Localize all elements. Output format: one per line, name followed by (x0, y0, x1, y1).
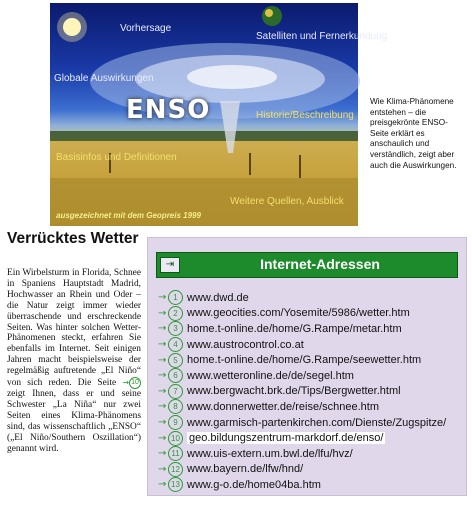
arrow-icon: → (158, 463, 167, 475)
link-url[interactable]: www.g-o.de/home04ba.htm (187, 478, 321, 491)
arrow-icon: → (158, 479, 167, 491)
link-url[interactable]: www.bergwacht.brk.de/Tips/Bergwetter.html (187, 385, 401, 398)
internet-addresses-header (156, 252, 458, 278)
link-url[interactable]: www.donnerwetter.de/reise/schnee.htm (187, 400, 379, 413)
link-url[interactable]: www.geocities.com/Yosemite/5986/wetter.htm (187, 307, 410, 320)
arrow-icon: → (158, 401, 167, 413)
link-number: 11 (168, 446, 183, 461)
internet-addresses-box (147, 237, 467, 496)
link-item-1[interactable] (158, 290, 464, 306)
arrow-icon: → (158, 292, 167, 304)
picture-caption: Wie Klima-Phänomene entstehen – die preisgekrönte ENSO-Seite erklärt es anschaulich und verständlich, zeigt aber auch die Auswirkungen. (370, 97, 457, 170)
link-number: 13 (168, 477, 183, 492)
label-weitere: Weitere Quellen, Ausblick (230, 196, 344, 207)
link-item-6[interactable] (158, 368, 464, 384)
link-url[interactable]: www.garmisch-partenkirchen.com/Dienste/Zugspitze/ (187, 416, 447, 429)
arrow-icon: → (158, 448, 167, 460)
arrow-icon: → (158, 432, 167, 444)
enso-website-image (50, 3, 388, 226)
link-item-4[interactable] (158, 337, 464, 353)
link-number: 1 (168, 290, 183, 305)
award-text: ausgezeichnet mit dem Geopreis 1999 (56, 211, 201, 220)
arrow-icon: → (158, 323, 167, 335)
expand-arrow-icon[interactable]: ⇥ (160, 257, 180, 273)
label-basisinfos: Basisinfos und Definitionen (56, 152, 177, 163)
link-url[interactable]: home.t-online.de/home/G.Rampe/seewetter.htm (187, 354, 422, 367)
reference-arrow-icon: → (122, 378, 130, 388)
link-item-3[interactable] (158, 321, 464, 337)
link-item-5[interactable] (158, 352, 464, 368)
link-list (158, 290, 464, 493)
link-url[interactable]: home.t-online.de/home/G.Rampe/metar.htm (187, 322, 402, 335)
reference-number-badge: 10 (129, 377, 141, 389)
link-item-9[interactable] (158, 415, 464, 431)
link-url[interactable]: geo.bildungszentrum-markdorf.de/enso/ (189, 432, 384, 445)
link-url[interactable]: www.dwd.de (187, 291, 249, 304)
label-global: Globale Auswirkungen (54, 73, 154, 84)
label-vorhersage: Vorhersage (120, 23, 172, 34)
enso-logo: ENSO (126, 95, 211, 125)
link-url[interactable]: www.austrocontrol.co.at (187, 338, 304, 351)
link-number: 3 (168, 321, 183, 336)
link-number: 9 (168, 415, 183, 430)
link-number: 10 (168, 431, 183, 446)
link-number: 8 (168, 399, 183, 414)
article-paragraph-2: zeigt Ihnen, dass er und seine Schwester „La Niña“ nur zwei Seiten eines Klima-Phänomens sind, das wissenschaftlich „ENSO“ („El Niño/Southern Oszillation“) genannt wird. (7, 389, 141, 454)
link-number: 5 (168, 353, 183, 368)
link-number: 12 (168, 462, 183, 477)
link-number: 7 (168, 384, 183, 399)
link-item-10[interactable] (158, 430, 464, 446)
link-number: 4 (168, 337, 183, 352)
arrow-icon: → (158, 354, 167, 366)
arrow-icon: → (158, 339, 167, 351)
link-url[interactable]: www.uis-extern.um.bwl.de/lfu/hvz/ (187, 447, 353, 460)
internet-addresses-title: Internet-Adressen (260, 256, 380, 272)
link-number: 6 (168, 368, 183, 383)
label-historie: Historie/Beschreibung (256, 110, 354, 121)
link-item-12[interactable] (158, 462, 464, 478)
label-satelliten: Satelliten und Fernerkundung (256, 31, 388, 42)
link-url[interactable]: www.wetteronline.de/de/segel.htm (187, 369, 354, 382)
arrow-icon: → (158, 370, 167, 382)
article-paragraph-1: Ein Wirbelsturm in Florida, Schnee in Spaniens Hauptstadt Madrid, Hochwasser an Rhein und Oder – die Natur zeigt immer wieder überraschende und erschreckende Seiten. Was hinter solchen Wetter-Phänomenen steckt, erfahren Sie ebenfalls im Internet. Seit einigen Jahren macht beispielsweise der regelmäßig auftretende „El Niño“ von sich reden. Die Seite (7, 268, 141, 389)
article-headline: Verrücktes Wetter (7, 230, 139, 247)
arrow-icon: → (158, 417, 167, 429)
link-url[interactable]: www.bayern.de/lfw/hnd/ (187, 463, 304, 476)
link-item-13[interactable] (158, 477, 464, 493)
link-item-7[interactable] (158, 384, 464, 400)
arrow-icon: → (158, 385, 167, 397)
link-item-11[interactable] (158, 446, 464, 462)
link-item-8[interactable] (158, 399, 464, 415)
article-body (7, 268, 141, 455)
arrow-icon: → (158, 307, 167, 319)
link-number: 2 (168, 306, 183, 321)
link-item-2[interactable] (158, 306, 464, 322)
